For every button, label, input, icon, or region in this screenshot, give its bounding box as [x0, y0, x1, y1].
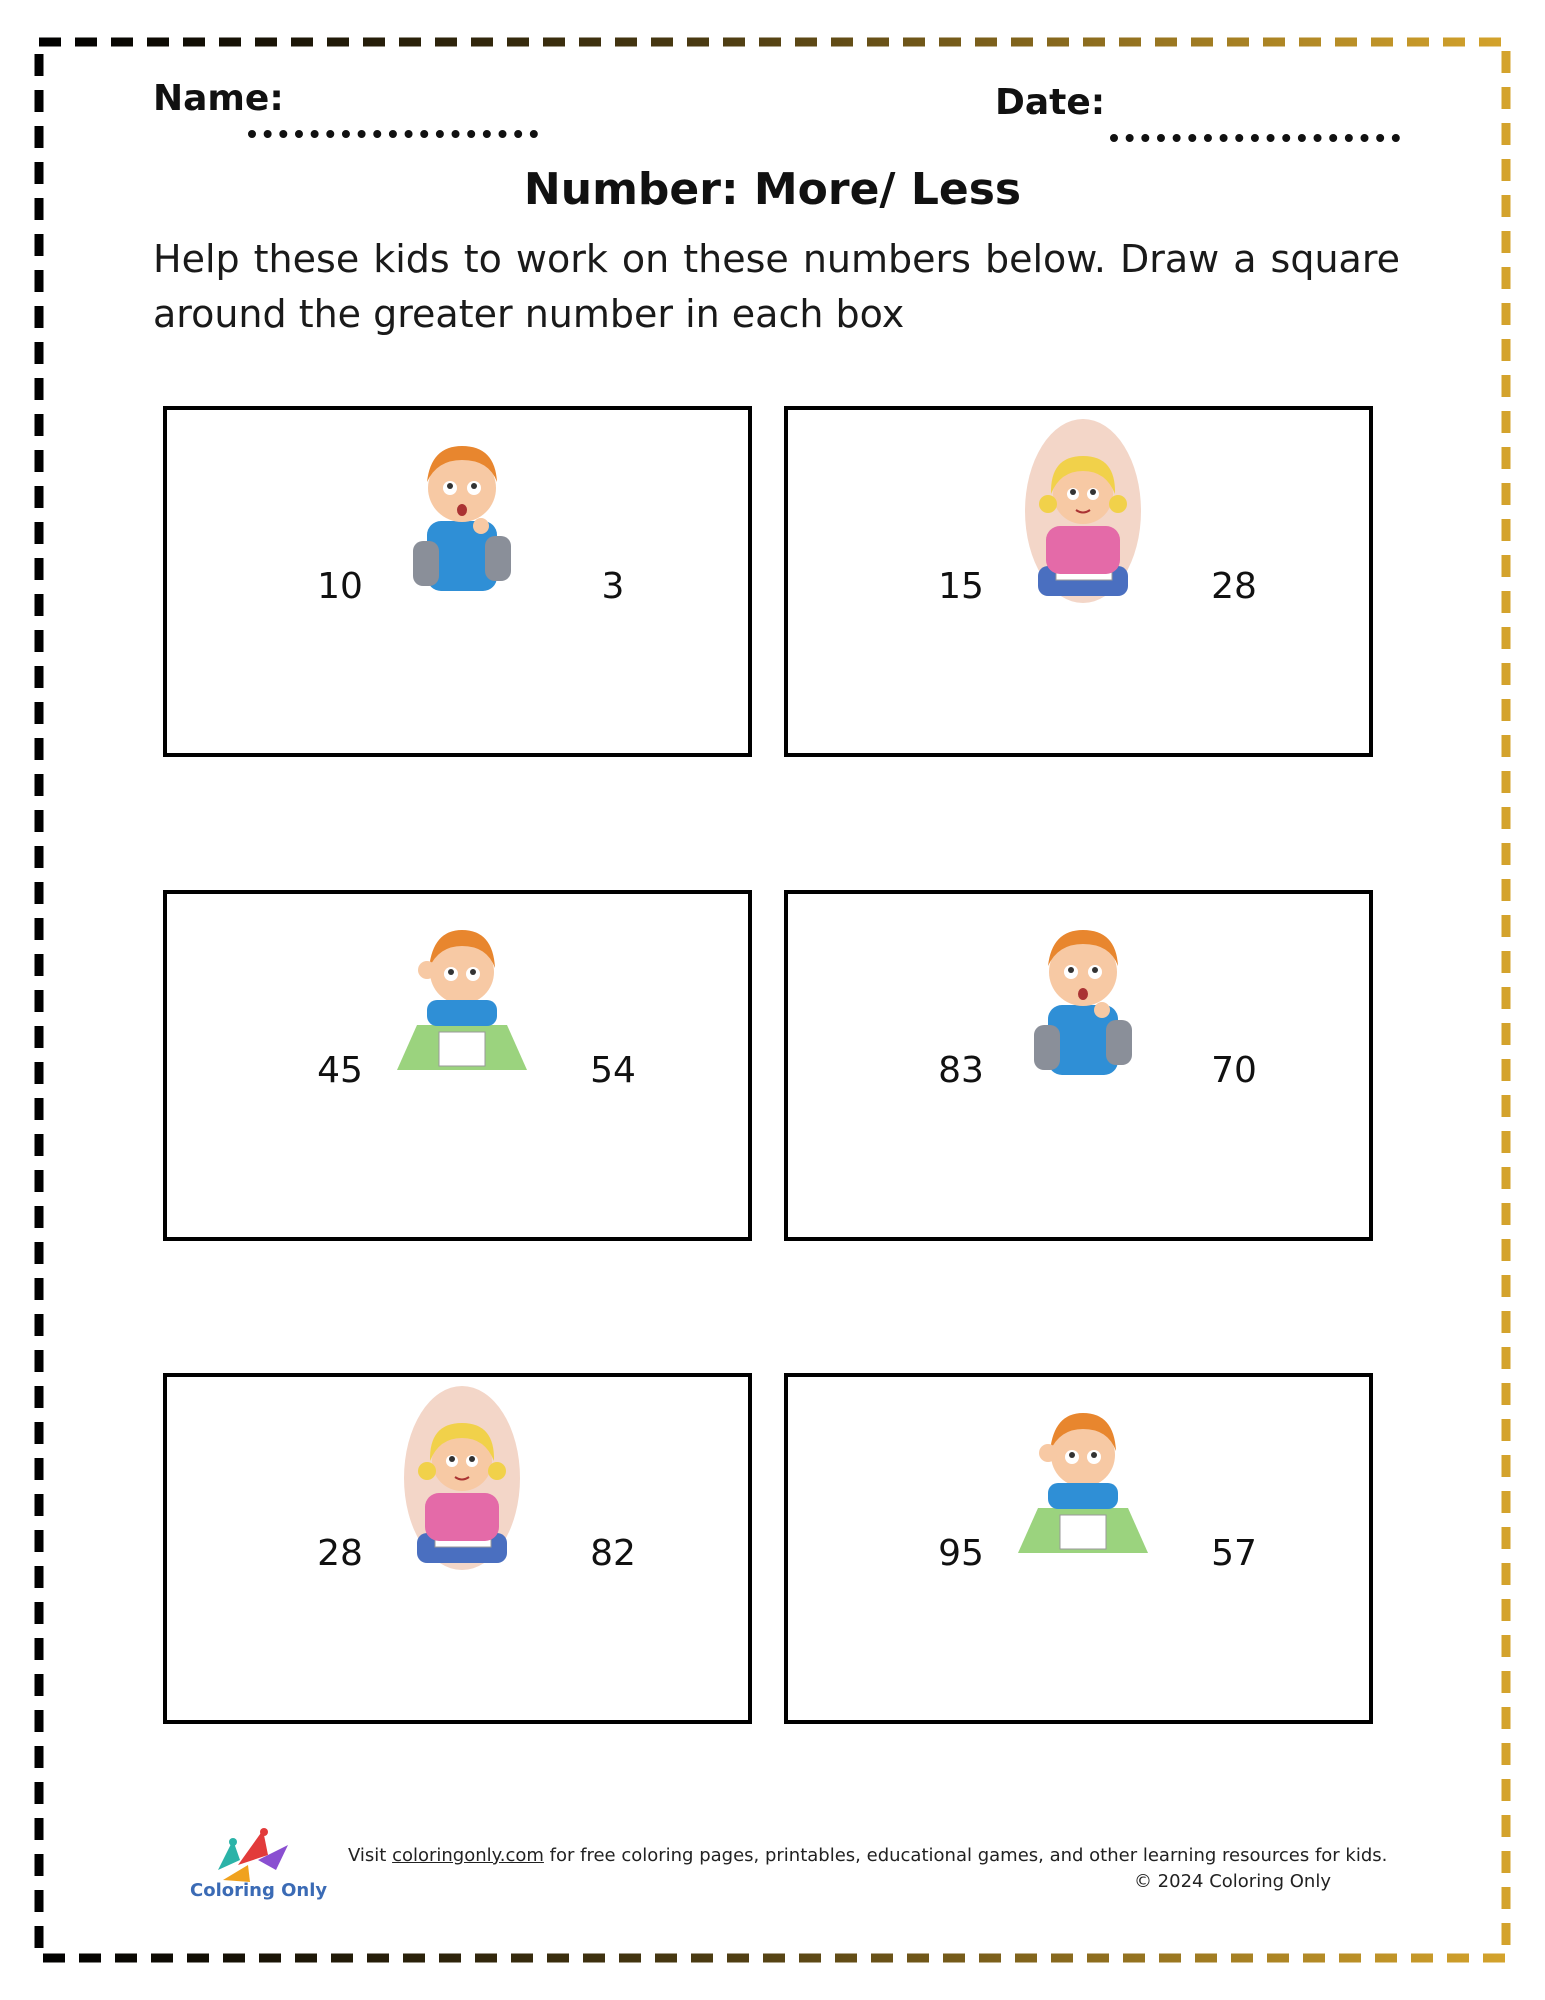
copyright-text: © 2024 Coloring Only — [1133, 1871, 1331, 1892]
left-number[interactable]: 95 — [938, 1533, 984, 1574]
boy-at-desk-icon — [1018, 1383, 1148, 1573]
right-number[interactable]: 3 — [601, 566, 625, 607]
left-number[interactable]: 45 — [317, 1050, 363, 1091]
boy-thinking-icon — [1018, 900, 1148, 1090]
logo-text: Coloring Only — [190, 1880, 328, 1901]
date-label: Date: — [995, 82, 1106, 123]
right-number[interactable]: 57 — [1211, 1533, 1257, 1574]
left-number[interactable]: 15 — [938, 566, 984, 607]
left-number[interactable]: 83 — [938, 1050, 984, 1091]
page-title: Number: More/ Less — [523, 164, 1022, 215]
right-number[interactable]: 28 — [1211, 566, 1257, 607]
number-card — [163, 406, 752, 757]
left-number[interactable]: 10 — [317, 566, 363, 607]
date-field[interactable] — [1110, 134, 1400, 142]
number-card — [163, 1373, 752, 1724]
right-number[interactable]: 70 — [1211, 1050, 1257, 1091]
left-number[interactable]: 28 — [317, 1533, 363, 1574]
footer-visit-prefix: Visit — [348, 1845, 393, 1866]
instructions-text: Help these kids to work on these numbers below. Draw a square around the greater number in each box — [153, 237, 1400, 336]
girl-writing-icon — [1018, 416, 1148, 606]
footer-text — [348, 1845, 1387, 1866]
right-number[interactable]: 54 — [590, 1050, 636, 1091]
boy-at-desk-icon — [397, 900, 527, 1090]
footer-visit-suffix: for free coloring pages, printables, educational games, and other learning resources for kids. — [543, 1845, 1388, 1866]
right-number[interactable]: 82 — [590, 1533, 636, 1574]
name-label: Name: — [153, 78, 284, 119]
number-card — [784, 1373, 1373, 1724]
number-card — [163, 890, 752, 1241]
footer-link[interactable]: coloringonly.com — [392, 1845, 544, 1866]
girl-writing-icon — [397, 1383, 527, 1573]
boy-thinking-icon — [397, 416, 527, 606]
number-card — [784, 406, 1373, 757]
number-card — [784, 890, 1373, 1241]
name-field[interactable] — [248, 130, 538, 138]
